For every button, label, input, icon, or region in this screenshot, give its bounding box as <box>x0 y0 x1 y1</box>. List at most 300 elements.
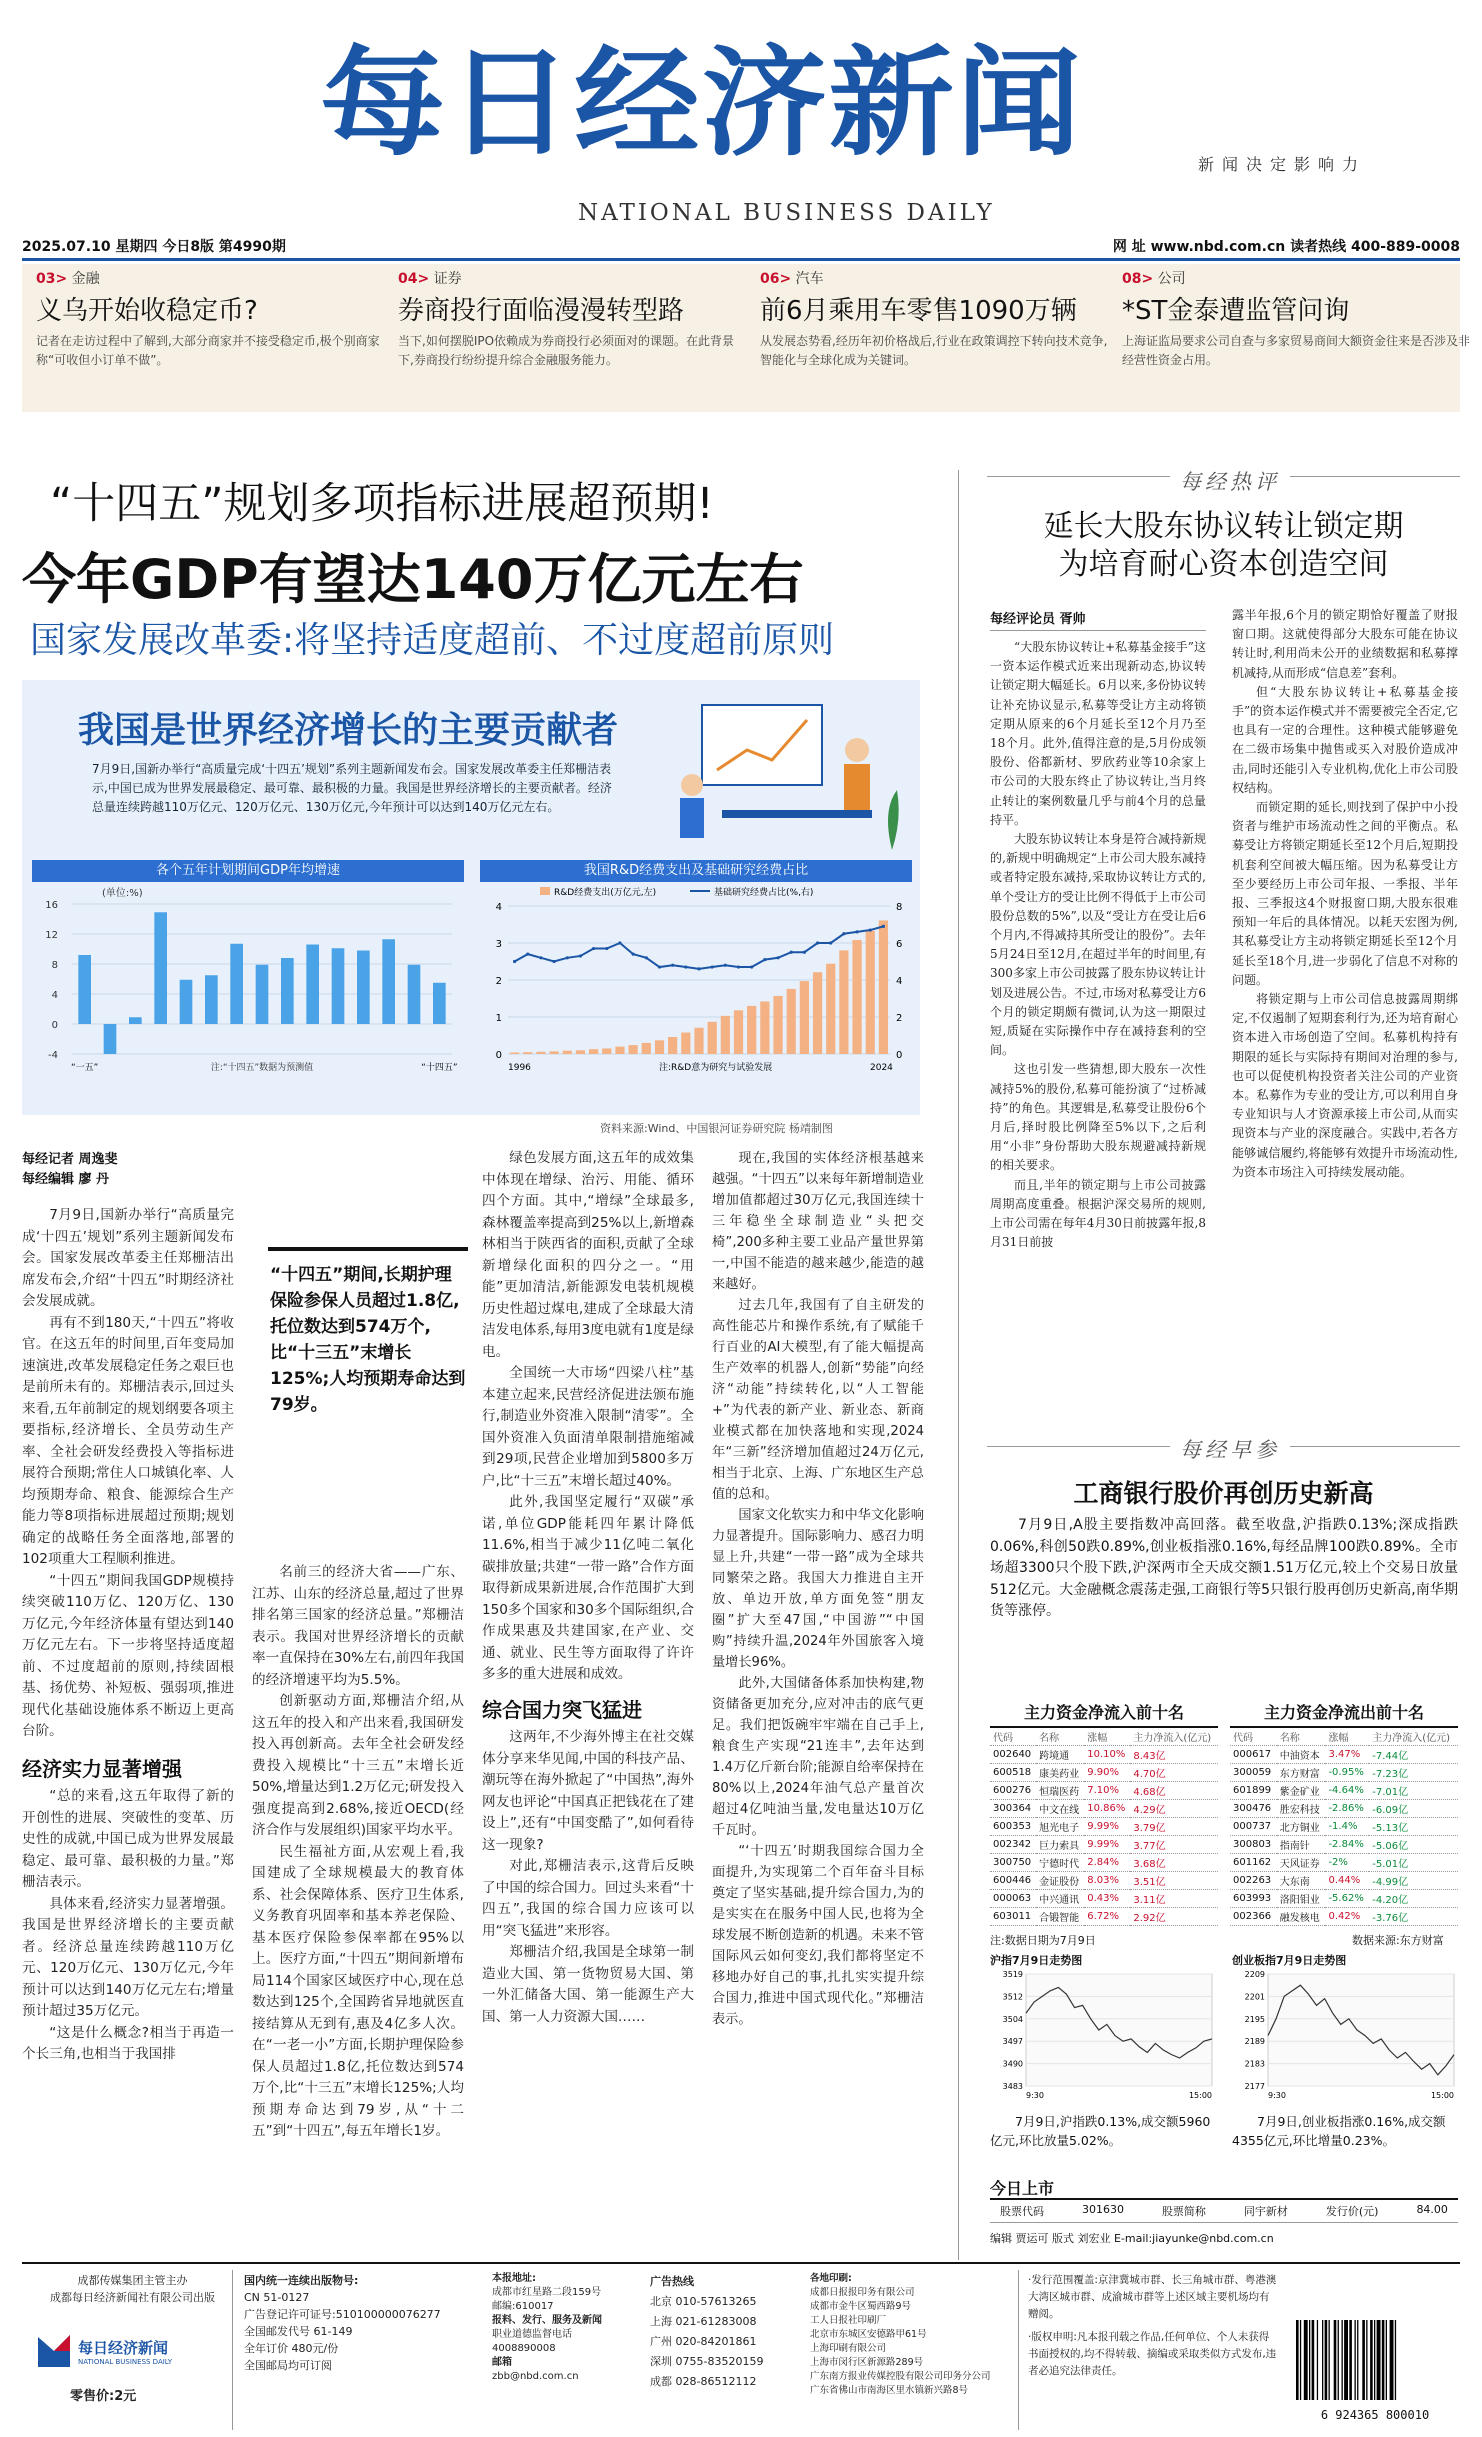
ipo-row: 股票代码 301630 股票简称 同宇新材 发行价(元) 84.00 <box>990 2198 1458 2223</box>
index-ytick: 2177 <box>1244 2082 1265 2091</box>
chart2-bar <box>536 1052 545 1054</box>
section-heading: 经济实力显著增强 <box>22 1756 182 1781</box>
table-cell: 002366 <box>1230 1908 1277 1926</box>
table-cell: 300364 <box>990 1800 1036 1818</box>
cy-index-panel: 创业板指7月9日走势图 2209 2201 2195 2189 2183 2177 9:30 15:00 7月9日,创业板指涨0.16%,成交额4355亿元,环比增量0.23%。 <box>1232 1952 1458 2150</box>
table-cell: 天风证券 <box>1277 1854 1326 1872</box>
chart2-bar <box>523 1052 532 1054</box>
chart2-point <box>618 941 621 944</box>
table-cell: 7.10% <box>1084 1782 1130 1800</box>
table-cell: 601899 <box>1230 1782 1277 1800</box>
teaser-company[interactable]: 08> 公司 *ST金泰遭监管问询 上海证监局要求公司自查与多家贸易商间大额资金往来是否涉及非经营性资金占用。 <box>1122 271 1471 367</box>
index-plot-area <box>1268 1974 1454 2086</box>
barcode-bar <box>1377 2320 1381 2400</box>
index-ytick: 2189 <box>1244 2037 1265 2047</box>
chart2-point <box>803 951 806 954</box>
chart2-bar <box>694 1028 703 1054</box>
commentary-label: 每经热评 <box>1170 466 1290 496</box>
chart1-bar <box>433 983 446 1024</box>
table-row <box>990 1854 1218 1872</box>
table-row <box>1230 1746 1458 1764</box>
chart2-point <box>539 956 542 959</box>
morning-label: 每经早参 <box>1170 1434 1290 1464</box>
chart2-ytick-left: 3 <box>495 939 502 950</box>
issue-dateline: 2025.07.10 星期四 今日8版 第4990期 <box>22 239 286 255</box>
table-cell: 4.70亿 <box>1130 1764 1218 1782</box>
barcode-bar <box>1357 2320 1358 2400</box>
chart1-ytick: 16 <box>45 900 58 911</box>
table-cell: -2.86% <box>1325 1800 1369 1818</box>
infographic <box>22 680 920 1115</box>
morning-headline[interactable]: 工商银行股价再创历史新高 <box>1073 1479 1374 1508</box>
table-cell: 金证股份 <box>1036 1872 1084 1890</box>
byline-editor: 每经编辑 廖 丹 <box>22 1172 110 1187</box>
chart2-bar <box>549 1051 558 1054</box>
barcode-bar <box>1362 2320 1365 2400</box>
barcode-bar <box>1382 2320 1385 2400</box>
table-cell: 9.99% <box>1084 1836 1130 1854</box>
table-cell: 0.44% <box>1325 1872 1369 1890</box>
chart2-point <box>658 965 661 968</box>
table-cell: 大东南 <box>1277 1872 1326 1890</box>
table-cell: 3.79亿 <box>1130 1818 1218 1836</box>
sh-index-chart <box>990 1968 1216 2108</box>
chart2-ytick-right: 2 <box>896 1013 903 1024</box>
table-cell: -4.64% <box>1325 1782 1369 1800</box>
chart2-ytick-left: 1 <box>495 1013 502 1024</box>
masthead-title: 每日经济新闻 <box>320 34 1084 172</box>
chart1-bar <box>129 1017 142 1024</box>
chart2-ytick-right: 6 <box>896 939 903 950</box>
chart2-point <box>724 964 727 967</box>
outflow-table: 主力资金净流出前十名 代码 名称 涨幅 主力净流入(亿元) 000617 中油资本 3.47% -7.44亿 300059 东方财富 -0.95% -7.23亿 601899 紫金矿业 -4.64% -7.01亿 300476 胜宏科技 -2.86% -6.09亿 000737 北方铜业 -1.4% -5.13亿 300803 指南针 -2.84% -5.06亿 601162 天风证券 -2% -5.01亿 002263 大东南 0.44% -4.99亿 603993 洛阳钼业 -5.62% -4.20亿 002366 融发核电 0.42% -3.76亿 <box>1230 1700 1458 1926</box>
table-cell: 600446 <box>990 1872 1036 1890</box>
chart2-bar <box>642 1043 651 1054</box>
chart2-bar <box>734 1010 743 1054</box>
chart1-bar <box>332 948 345 1024</box>
chart1-bar <box>281 958 294 1024</box>
table-cell: -4.99亿 <box>1369 1872 1458 1890</box>
table-cell: 2.84% <box>1084 1854 1130 1872</box>
table-cell: 3.51亿 <box>1130 1872 1218 1890</box>
chart2-bar <box>602 1048 611 1054</box>
chart2-bar <box>839 950 848 1054</box>
index-xtick: 9:30 <box>1026 2091 1044 2100</box>
masthead-subtitle: NATIONAL BUSINESS DAILY <box>578 200 995 226</box>
chart2-point <box>671 964 674 967</box>
nbd-logo-icon <box>34 2331 74 2371</box>
chart2-bar <box>721 1016 730 1054</box>
chart2-bar <box>563 1051 572 1054</box>
footer-rule <box>22 2262 1460 2264</box>
table-cell: 紫金矿业 <box>1277 1782 1326 1800</box>
chart2-bar <box>866 931 875 1054</box>
table-cell: 3.47% <box>1325 1746 1369 1764</box>
cy-index-chart <box>1232 1968 1458 2108</box>
table-cell: 中文在线 <box>1036 1800 1084 1818</box>
infographic-title: 我国是世界经济增长的主要贡献者 <box>78 710 619 751</box>
table-cell: -5.13亿 <box>1369 1818 1458 1836</box>
table-cell: 002640 <box>990 1746 1036 1764</box>
chart2-ytick-right: 4 <box>896 976 903 987</box>
table-cell: 3.68亿 <box>1130 1854 1218 1872</box>
table-cell: -7.23亿 <box>1369 1764 1458 1782</box>
table-cell: 10.86% <box>1084 1800 1130 1818</box>
barcode-bar <box>1317 2320 1318 2400</box>
chart2-ytick-left: 4 <box>495 902 502 913</box>
meeting-illustration-icon <box>662 690 912 860</box>
chart2-xlabel: 2024 <box>870 1063 893 1073</box>
table-row <box>1230 1818 1458 1836</box>
footer-address: 本报地址: 成都市红星路二段159号 邮编:610017 报料、发行、服务及新闻 职业道德监督电话 4008890008 邮箱 zbb@nbd.com.cn <box>492 2273 602 2382</box>
ipo-title: 今日上市 <box>990 2179 1055 2198</box>
table-cell: -4.20亿 <box>1369 1890 1458 1908</box>
table-cell: -5.62% <box>1325 1890 1369 1908</box>
table-cell: 3.77亿 <box>1130 1836 1218 1854</box>
chart2-bar <box>655 1040 664 1054</box>
index-ytick: 3490 <box>1002 2059 1023 2069</box>
commentary-headline[interactable]: 延长大股东协议转让锁定期 为培育耐心资本创造空间 <box>1043 509 1404 582</box>
chart2-bar <box>852 940 861 1054</box>
table-cell: 603011 <box>990 1908 1036 1926</box>
barcode-bar <box>1338 2320 1339 2400</box>
inflow-table: 主力资金净流入前十名 代码 名称 涨幅 主力净流入(亿元) 002640 跨境通 10.10% 8.43亿 600518 康美药业 9.90% 4.70亿 600276 恒瑞医药 7.10% 4.68亿 300364 中文在线 10.86% 4.29亿 600353 旭光电子 9.99% 3.79亿 002342 巨力索具 9.99% 3.77亿 300750 宁德时代 2.84% 3.68亿 600446 金证股份 8.03% 3.51亿 000063 中兴通讯 0.43% 3.11亿 603011 合锻智能 6.72% 2.92亿 <box>990 1700 1218 1926</box>
chart1-ytick: 0 <box>51 1020 58 1031</box>
masthead-slogan: 新闻决定影响力 <box>1198 155 1367 174</box>
chart1-note: 注:“十四五”数据为预测值 <box>210 1063 314 1073</box>
infographic-source: 资料来源:Wind、中国银河证券研究院 杨靖制图 <box>600 1122 833 1135</box>
table-cell: 宁德时代 <box>1036 1854 1084 1872</box>
index-ytick: 2209 <box>1244 1970 1265 1979</box>
table-cell: 600518 <box>990 1764 1036 1782</box>
chart1-xlabel: “十四五” <box>421 1063 458 1073</box>
chart1-bar <box>78 955 91 1024</box>
chart2-xlabel: 1996 <box>508 1063 531 1073</box>
chart2-bar <box>668 1037 677 1054</box>
table-cell: 8.03% <box>1084 1872 1130 1890</box>
chart1-bar <box>357 951 370 1025</box>
teaser-headline: 前6月乘用车零售1090万辆 <box>760 296 1077 326</box>
chart2-legend: 基础研究经费占比(%,右) <box>714 888 814 898</box>
table-cell: 洛阳钼业 <box>1277 1890 1326 1908</box>
column-divider <box>958 470 959 2260</box>
table-source: 数据来源:东方财富 <box>1352 1934 1444 1947</box>
table-cell: 旭光电子 <box>1036 1818 1084 1836</box>
barcode-bar <box>1374 2320 1375 2400</box>
barcode-bar <box>1309 2320 1310 2400</box>
table-row <box>1230 1782 1458 1800</box>
barcode-bar <box>1370 2320 1373 2400</box>
chart2-point <box>869 928 872 931</box>
table-row <box>1230 1764 1458 1782</box>
chart2-point <box>776 956 779 959</box>
barcode-bar <box>1355 2320 1356 2400</box>
index-ytick: 3512 <box>1002 1992 1023 2002</box>
index-plot-area <box>1026 1974 1212 2086</box>
barcode-bar <box>1300 2320 1301 2400</box>
table-cell: -6.09亿 <box>1369 1800 1458 1818</box>
table-cell: 4.68亿 <box>1130 1782 1218 1800</box>
barcode-bar <box>1325 2320 1328 2400</box>
table-cell: -5.06亿 <box>1369 1836 1458 1854</box>
chart2-point <box>684 965 687 968</box>
teaser-auto[interactable]: 06> 汽车 前6月乘用车零售1090万辆 从发展态势看,经历年初价格战后,行业在政策调控下转向技术竞争,智能化与全球化成为关键词。 <box>760 271 1108 367</box>
barcode-bar <box>1342 2320 1343 2400</box>
table-row <box>1230 1872 1458 1890</box>
chart2-point <box>645 956 648 959</box>
lead-kicker: “十四五”规划多项指标进展超预期! <box>50 479 714 529</box>
chart2-point <box>763 958 766 961</box>
chart1-bar <box>382 939 395 1024</box>
commentary-col2: 露半年报,6个月的锁定期恰好覆盖了财报窗口期。这就使得部分大股东可能在协议转让时,利用尚未公开的业绩数据和私募撑机减持,从而形成“信息差”套利。 但“大股东协议转让+私募基金接手”的资本运作模式并不需要被完全否定,它也具有一定的合理性。这种模式能够避免在二级市场集中抛售或买入对股价造成冲击,同时还能引入专业机构,优化上市公司股权结构。 而锁定期的延长,则找到了保护中小投资者与维护市场流动性之间的平衡点。私募受让方将锁定期延长至12个月后,短期投机套利空间被大幅压缩。因为私募受让方至少要经历上市公司年报、一季报、半年报、三季报这4个财报窗口期,大股东很难预知一年后的具体情况。以耗天宏图为例,其私募受让方主动将锁定期延长至12个月延长至18个月,进一步弱化了信息不对称的问题。 将锁定期与上市公司信息披露周期绑定,不仅遏制了短期套利行为,还为培育耐心资本进入市场创造了空间。私募机构持有期限的延长与实际持有期间对治理的参与,也可以促使机构投资者关注公司的产业资本。私募作为专业的受让方,可以利用自身专业知识与人才资源承接上市公司,从而实现资本与产业的深度融合。实践中,若各方能够诚信履约,将能够有效提升市场流动性,为资本市场注入可持续发展动能。 <box>1232 608 1458 1179</box>
chart2-point <box>697 967 700 970</box>
chart2-bar <box>747 1006 756 1054</box>
table-cell: -7.01亿 <box>1369 1782 1458 1800</box>
table-cell: 002342 <box>990 1836 1036 1854</box>
index-xtick: 15:00 <box>1430 2091 1454 2100</box>
barcode-icon <box>1292 2320 1458 2404</box>
issue-website: 网 址 www.nbd.com.cn 读者热线 400-889-0008 <box>1112 239 1460 255</box>
morning-body: 7月9日,A股主要指数冲高回落。截至收盘,沪指跌0.13%;深成指跌0.06%,科创50跌0.89%,创业板指涨0.16%,每经品牌100跌0.89%。全市场超3300只个股下跌,沪深两市全天成交额1.51万亿元,较上个交易日放量512亿元。大金融概念震荡走强,工商银行等5只银行股再创历史新高,南华期货等涨停。 <box>990 1517 1458 1620</box>
chart2-point <box>579 954 582 957</box>
author-rule <box>990 630 1206 631</box>
chart2-bar <box>510 1053 519 1054</box>
chart1-bar <box>256 965 269 1024</box>
masthead-rule <box>22 258 1460 261</box>
table-row <box>990 1764 1218 1782</box>
chart2-bar <box>760 1001 769 1054</box>
barcode: 6 924365 800010 <box>1292 2320 1458 2420</box>
chart2-ytick-left: 2 <box>495 976 502 987</box>
index-ytick: 2183 <box>1244 2059 1265 2069</box>
chart2-line <box>515 926 884 969</box>
chart2-ytick-right: 0 <box>896 1050 903 1061</box>
chart1-title: 各个五年计划期间GDP年均增速 <box>32 860 464 882</box>
chart1-bar <box>408 965 421 1024</box>
barcode-bar <box>1390 2320 1394 2400</box>
table-row <box>990 1800 1218 1818</box>
table-cell: 4.29亿 <box>1130 1800 1218 1818</box>
teaser-headline: 义乌开始收稳定币? <box>36 296 258 326</box>
chart1-bar <box>104 1024 117 1054</box>
table-row <box>1230 1854 1458 1872</box>
table-row <box>1230 1836 1458 1854</box>
chart1-ytick: -4 <box>48 1050 58 1061</box>
table-note: 注:数据日期为7月9日 <box>990 1934 1096 1947</box>
barcode-bar <box>1395 2320 1396 2400</box>
chart2-point <box>566 956 569 959</box>
teaser-headline: 券商投行面临漫漫转型路 <box>398 296 685 326</box>
table-cell: 8.43亿 <box>1130 1746 1218 1764</box>
chart2-bar <box>787 989 796 1054</box>
footer-printers: 各地印刷: 成都日报报印务有限公司 成都市金牛区蜀西路9号 工人日报社印刷厂 北京市东城区安德路甲61号 上海印刷有限公司 上海市闵行区新源路289号 广东南方报业传媒控股有限公司印务分公司 广东省佛山市南海区里水镇新兴路8号 <box>810 2273 991 2396</box>
table-cell: 600276 <box>990 1782 1036 1800</box>
chart1-ytick: 4 <box>51 990 58 1001</box>
chart2-bar <box>615 1047 624 1054</box>
table-cell: 0.43% <box>1084 1890 1130 1908</box>
chart2-ytick-right: 8 <box>896 902 903 913</box>
footer-price: 零售价:2元 <box>70 2389 137 2404</box>
index-ytick: 3497 <box>1002 2037 1023 2047</box>
table-cell: 000617 <box>1230 1746 1277 1764</box>
table-cell: 0.42% <box>1325 1908 1369 1926</box>
index-xtick: 15:00 <box>1188 2091 1212 2100</box>
table-cell: -1.4% <box>1325 1818 1369 1836</box>
chart2-point <box>513 960 516 963</box>
table-row <box>990 1908 1218 1926</box>
chart2-point <box>553 960 556 963</box>
table-cell: -0.95% <box>1325 1764 1369 1782</box>
barcode-bar <box>1296 2320 1299 2400</box>
table-cell: 中油资本 <box>1277 1746 1326 1764</box>
barcode-bar <box>1322 2320 1323 2400</box>
chart2-point <box>790 951 793 954</box>
table-cell: 融发核电 <box>1277 1908 1326 1926</box>
chart2-bar <box>589 1049 598 1054</box>
chart2-bar <box>708 1022 717 1054</box>
footer-logo: 每日经济新闻 NATIONAL BUSINESS DAILY <box>34 2322 204 2380</box>
footer-issn: 国内统一连续出版物号: CN 51-0127 广告登记许可证号:510100000076277 全国邮发代号 61-149 全年订价 480元/份 全国邮局均可订阅 <box>244 2274 441 2372</box>
chart2-bar <box>681 1033 690 1054</box>
chart2-point <box>526 953 529 956</box>
sh-index-panel: 沪指7月9日走势图 3519 3512 3504 3497 3490 3483 9:30 15:00 7月9日,沪指跌0.13%,成交额5960亿元,环比放量5.02%。 <box>990 1952 1216 2150</box>
chart2-point <box>711 965 714 968</box>
table-cell: 东方财富 <box>1277 1764 1326 1782</box>
infographic-intro: 7月9日,国新办举行“高质量完成‘十四五’规划”系列主题新闻发布会。国家发展改革委主任郑栅洁表示,中国已成为世界发展最稳定、最可靠、最积极的力量。我国是世界经济增长的主要贡献者。经济总量连续跨越110万亿元、120万亿元、130万亿元,今年预计可以达到140万亿元左右。 <box>92 762 612 814</box>
footer-divider <box>1018 2270 1019 2430</box>
table-cell: 3.11亿 <box>1130 1890 1218 1908</box>
pullquote-rule <box>268 1247 468 1251</box>
chart2-bar <box>813 972 822 1054</box>
chart2-point <box>592 947 595 950</box>
chart2-bar <box>576 1050 585 1054</box>
page-editor: 编辑 贾运可 版式 刘宏业 E-mail:jiayunke@nbd.com.cn <box>990 2232 1274 2245</box>
chart2-title: 我国R&D经费支出及基础研究经费占比 <box>480 860 912 882</box>
table-cell: 康美药业 <box>1036 1764 1084 1782</box>
chart2-point <box>737 965 740 968</box>
section-heading: 综合国力突飞猛进 <box>482 1697 642 1722</box>
article-col3: 绿色发展方面,这五年的成效集中体现在增绿、治污、用能、循环四个方面。其中,“增绿”全球最多,森林覆盖率提高到25%以上,新增森林相当于陕西省的面积,贡献了全球新增绿化面积的四分之一。“用能”更加清洁,新能源发电装机规模历史性超过煤电,建成了全球最大清洁发电体系,每用3度电就有1度是绿电。 全国统一大市场“四梁八柱”基本建立起来,民营经济促进法颁布施行,制造业外资准入限制“清零”。全国外资准入负面清单限制措施缩减到29项,民营企业增加到5800多万户,比“十三五”末增长超过40%。 此外,我国坚定履行“双碳”承诺,单位GDP能耗四年累计降低11.6%,相当于减少11亿吨二氧化碳排放量;共建“一带一路”合作方面取得新成果新进展,合作范围扩大到150多个国家和30多个国际组织,合作成果惠及共建国家,在产业、交通、就业、民生等方面取得了许许多多的重大进展和成效。 综合国力突飞猛进 这两年,不少海外博主在社交媒体分享来华见闻,中国的科技产品、潮玩等在海外掀起了“中国热”,海外网友也评论“中国真正把钱花在了建设上”,还有“中国变酷了”,如何看待这一现象? 对此,郑栅洁表示,这背后反映了中国的综合国力。回过头来看“十四五”,我国的综合国力应该可以用“突飞猛进”来形容。 郑栅洁介绍,我国是全球第一制造业大国、第一货物贸易大国、第一外汇储备大国、第一能源生产大国、第一人力资源大国…… <box>482 1150 694 2025</box>
chart2-bar <box>800 981 809 1054</box>
table-row <box>1230 1800 1458 1818</box>
table-cell: 002263 <box>1230 1872 1277 1890</box>
table-cell: -2% <box>1325 1854 1369 1872</box>
table-cell: 9.90% <box>1084 1764 1130 1782</box>
table-cell: 300750 <box>990 1854 1036 1872</box>
chart2-point <box>750 965 753 968</box>
footer-ad-hotline: 广告热线 北京 010-57613265 上海 021-61283008 广州 020-84201861 深圳 0755-83520159 成都 028-86512112 <box>650 2275 764 2388</box>
teaser-securities[interactable]: 04> 证券 券商投行面临漫漫转型路 当下,如何摆脱IPO依赖成为券商投行必须面对的课题。在此背景下,券商投行纷纷提升综合金融服务能力。 <box>398 268 746 408</box>
chart2-bar <box>773 996 782 1054</box>
chart1-bar <box>230 944 243 1024</box>
table-row <box>990 1872 1218 1890</box>
chart1-xlabel: “一五” <box>71 1063 99 1073</box>
table-cell: 合锻智能 <box>1036 1908 1084 1926</box>
chart2-legend: R&D经费支出(万亿元,左) <box>554 888 657 898</box>
table-cell: 601162 <box>1230 1854 1277 1872</box>
teaser-headline: *ST金泰遭监管问询 <box>1122 296 1350 326</box>
chart1-bar <box>205 975 218 1024</box>
rd-spending-chart <box>480 884 916 1084</box>
table-cell: 胜宏科技 <box>1277 1800 1326 1818</box>
table-row <box>1230 1908 1458 1926</box>
table-cell: 跨境通 <box>1036 1746 1084 1764</box>
table-cell: 300803 <box>1230 1836 1277 1854</box>
lead-headline[interactable]: 今年GDP有望达140万亿元左右 <box>22 548 804 611</box>
barcode-bar <box>1334 2320 1337 2400</box>
table-cell: 000737 <box>1230 1818 1277 1836</box>
chart2-point <box>816 941 819 944</box>
table-cell: -7.44亿 <box>1369 1746 1458 1764</box>
chart2-point <box>855 930 858 933</box>
table-cell: 中兴通讯 <box>1036 1890 1084 1908</box>
table-cell: 2.92亿 <box>1130 1908 1218 1926</box>
table-cell: 603993 <box>1230 1890 1277 1908</box>
article-col1: 7月9日,国新办举行“高质量完成‘十四五’规划”系列主题新闻发布会。国家发展改革委主任郑栅洁出席发布会,介绍“十四五”时期经济社会发展成就。 再有不到180天,“十四五”将收官。在这五年的时间里,百年变局加速演进,改革发展稳定任务之艰巨也是前所未有的。郑栅洁表示,回过头来看,五年前制定的规划纲要各项主要指标,经济增长、全员劳动生产率、全社会研发经费投入等指标进展符合预期;常住人口城镇化率、人均预期寿命、粮食、能源综合生产能力等8项指标进展超过预期;规划确定的战略任务全面落地,部署的102项重大工程顺利推进。 “十四五”期间我国GDP规模持续突破110万亿、120万亿、130万亿元,今年经济体量有望达到140万亿元左右。下一步将坚持适度超前、不过度超前的原则,持续固根基、扬优势、补短板、强弱项,推进现代化基础设施体系不断迈上更高台阶。 经济实力显著增强 “总的来看,这五年取得了新的开创性的进展、突破性的变革、历史性的成就,中国已成为世界发展最稳定、最可靠、最积极的力量。”郑栅洁表示。 具体来看,经济实力显著增强。我国是世界经济增长的主要贡献者。经济总量连续跨越110万亿元、120万亿元、130万亿元,今年预计可以达到140万亿元左右;增量预计超过35万亿元。 “这是什么概念?相当于再造一个长三角,也相当于我国排 <box>22 1207 234 2062</box>
chart2-point <box>605 947 608 950</box>
commentary-col1: “大股东协议转让+私募基金接手”这一资本运作模式近来出现新动态,协议转让锁定期大幅延长。6月以来,多份协议转让补充协议显示,私募等受让方主动将锁定期从原来的6个月延长至12个月乃至18个月。此外,值得注意的是,5月份成领股份、俗都新材、罗欣药业等10余家上市公司的大股东终止了协议转让,当月终止转让的案例数量几乎与前4个月的总量持平。 大股东协议转让本身是符合减持新规的,新规中明确规定“上市公司大股东减持或者特定股东减持,采取协议转让方式的,单个受让方的受让比例不得低于上市公司股份总数的5%”,以及“受让方在受让后6个月内,不得减持其所受让的股份”。去年5月24日至12月,在超过半年的时间里,有300多家上市公司披露了股东协议转让计划及进展公告。不过,市场对私募受让方6个月的锁定期颇有微词,认为这一期限过短,质疑在实际操作中存在减持套利的空间。 这也引发一些猜想,即大股东一次性减持5%的股份,私募可能扮演了“过桥减持”的角色。其逻辑是,私募受让股份6个月后,择时股比例降至5%以下,之后利用“小非”身份帮助大股东规避减持新规的相关要求。 而且,半年的锁定期与上市公司披露周期高度重叠。根据沪深交易所的规则,上市公司需在每年4月30日前披露年报,8月31日前披 <box>990 640 1207 1250</box>
index-ytick: 3483 <box>1002 2082 1023 2091</box>
table-cell: -3.76亿 <box>1369 1908 1458 1926</box>
table-cell: 指南针 <box>1277 1836 1326 1854</box>
table-row <box>990 1782 1218 1800</box>
table-row <box>990 1746 1218 1764</box>
chart2-bar <box>629 1045 638 1054</box>
footer-notes: ·发行范围覆盖:京津冀城市群、长三角城市群、粤港澳大湾区城市群、成渝城市群等上述区域主要机场均有赠阅。 ·版权申明:凡本报刊载之作品,任何单位、个人未获得书面授权的,均不得转载、摘编或采取类似方式发布,违者必追究法律责任。 <box>1028 2274 1277 2377</box>
index-xtick: 9:30 <box>1268 2091 1286 2100</box>
article-col4: 现在,我国的实体经济根基越来越强。“十四五”以来每年新增制造业增加值都超过30万亿元,我国连续十三年稳坐全球制造业“头把交椅”,200多种主要工业品产量世界第一,中国不能造的越来越少,能造的越来越好。 过去几年,我国有了自主研发的高性能芯片和操作系统,有了赋能千行百业的AI大模型,有了能大幅提高生产效率的机器人,创新“势能”向经济“动能”持续转化,以“人工智能+”为代表的新产业、新业态、新商业模式都在加快落地和实现,2024年“三新”经济增加值超过24万亿元,相当于北京、上海、广东地区生产总值的总和。 国家文化软实力和中华文化影响力显著提升。国际影响力、感召力明显上升,共建“一带一路”成为全球共同繁荣之路。我国大力推进自主开放、单边开放,单方面免签“朋友圈”扩大至47国,“中国游”“中国购”持续升温,2024年外国旅客入境量增长96%。 此外,大国储备体系加快构建,物资储备更加充分,应对冲击的底气更足。我们把饭碗牢牢端在自己手上,粮食生产实现“21连丰”,去年达到1.4万亿斤新台阶;能源自给率保持在80%以上,2024年油气总产量首次超过4亿吨油当量,发电量达10万亿千瓦时。 “‘十四五’时期我国综合国力全面提升,为实现第二个百年奋斗目标奠定了坚实基础,提升综合国力,为的是实实在在服务中国人民,也将为全球发展不断创造新的机遇。未来不管国际风云如何变幻,我们都将坚定不移地办好自己的事,扎扎实实提升综合国力,推进中国式现代化。”郑栅洁表示。 <box>712 1151 924 2027</box>
chart2-note: 注:R&D意为研究与试验发展 <box>659 1063 773 1073</box>
chart1-bar <box>306 945 319 1025</box>
table-cell: 9.99% <box>1084 1818 1130 1836</box>
commentary-author: 每经评论员 胥帅 <box>990 612 1086 627</box>
chart2-ytick-left: 0 <box>495 1050 502 1061</box>
pullquote: “十四五”期间,长期护理保险参保人员超过1.8亿,托位数达到574万个,比“十三五”末增长125%;人均预期寿命达到79岁。 <box>270 1265 466 1415</box>
index-ytick: 3519 <box>1002 1970 1023 1979</box>
barcode-bar <box>1329 2320 1330 2400</box>
footer-publisher: 成都传媒集团主管主办 成都每日经济新闻社有限公司出版 <box>50 2274 215 2304</box>
table-cell: -5.01亿 <box>1369 1854 1458 1872</box>
table-cell: -2.84% <box>1325 1836 1369 1854</box>
barcode-bar <box>1349 2320 1352 2400</box>
table-row <box>990 1890 1218 1908</box>
barcode-bar <box>1386 2320 1387 2400</box>
byline-reporter: 每经记者 周逸斐 <box>22 1152 118 1167</box>
chart2-point <box>632 953 635 956</box>
chart1-ytick: 12 <box>45 930 58 941</box>
chart2-point <box>829 941 832 944</box>
article-col2: 名前三的经济大省——广东、江苏、山东的经济总量,超过了世界排名第三国家的经济总量。”郑栅洁表示。我国对世界经济增长的贡献率一直保持在30%左右,前四年我国的经济增速平均为5.5%。 创新驱动方面,郑栅洁介绍,从这五年的投入和产出来看,我国研发投入再创新高。去年全社会研发经费投入规模比“十三五”末增长近50%,增量达到1.2万亿元;研发投入强度提高到2.68%,接近OECD(经济合作与发展组织)国家平均水平。 民生福祉方面,从宏观上看,我国建成了全球规模最大的教育体系、社会保障体系、医疗卫生体系,义务教育巩固率和基本养老保险、基本医疗保险参保率都在95%以上。医疗方面,“十四五”期间新增布局114个国家区域医疗中心,现在总数达到125个,全国跨省异地就医直接结算从无到有,惠及4亿多人次。在“一老一小”方面,长期护理保险参保人员超过1.8亿,托位数达到574万个,比“十三五”末增长125%;人均预期寿命达到79岁,从“十二五”到“十四五”,每五年增长1岁。 <box>252 1564 464 2139</box>
chart2-bar <box>879 920 888 1054</box>
table-cell: 300059 <box>1230 1764 1277 1782</box>
table-row <box>990 1836 1218 1854</box>
barcode-bar <box>1366 2320 1367 2400</box>
footer-divider <box>232 2270 233 2430</box>
teaser-finance[interactable]: 03> 金融 义乌开始收稳定币? 记者在走访过程中了解到,大部分商家并不接受稳定币,极个别商家称“可收但小订单不做”。 <box>36 268 384 408</box>
barcode-bar <box>1312 2320 1315 2400</box>
index-ytick: 3504 <box>1002 2014 1023 2024</box>
barcode-bar <box>1304 2320 1308 2400</box>
chart1-ylabel: (单位:%) <box>102 888 143 899</box>
lead-deck: 国家发展改革委:将坚持适度超前、不过度超前原则 <box>30 620 835 661</box>
chart2-bar <box>826 964 835 1054</box>
table-row <box>1230 1890 1458 1908</box>
table-cell: 600353 <box>990 1818 1036 1836</box>
gdp-growth-chart <box>32 884 468 1084</box>
chart1-ytick: 8 <box>51 960 58 971</box>
chart2-point <box>882 925 885 928</box>
table-cell: 10.10% <box>1084 1746 1130 1764</box>
